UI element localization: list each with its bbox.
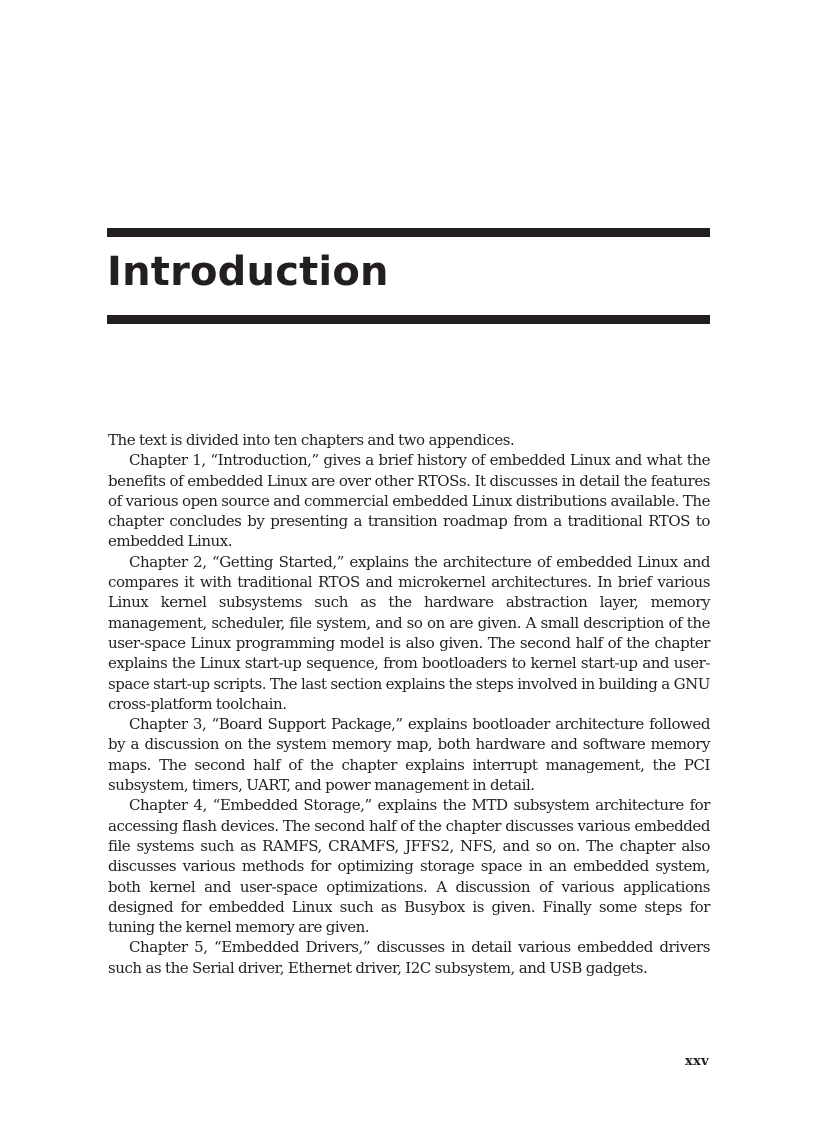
paragraph-chapter-4: Chapter 4, “Embedded Storage,” explains the MTD subsystem architecture for accessing flash devices. The second half of the chapter discusses various embedded file systems such as RAMFS, CRAMFS, JFFS2, NFS, and so on. The chapter also discusses various methods for optimizing storage space in an embedded system, both kernel and user-space optimizations. A discussion of various applications designed for embedded Linux such as Busybox is given. Finally some steps for tuning the kernel memory are given. bbox=[108, 796, 710, 937]
paragraph-chapter-1: Chapter 1, “Introduction,” gives a brief history of embedded Linux and what the benefits of embedded Linux are over other RTOSs. It discusses in detail the features of various open source and commercial embedded Linux distributions available. The chapter concludes by presenting a transition roadmap from a traditional RTOS to embedded Linux. bbox=[108, 451, 710, 551]
paragraph-chapter-2: Chapter 2, “Getting Started,” explains the architecture of embedded Linux and compares it with traditional RTOS and microkernel architectures. In brief various Linux kernel subsystems such as the hardware abstraction layer, memory management, scheduler, file system, and so on are given. A small description of the user-space Linux programming model is also given. The second half of the chapter explains the Linux start-up sequence, from bootloaders to kernel start-up and user-space start-up scripts. The last section explains the steps involved in building a GNU cross-platform toolchain. bbox=[108, 552, 710, 713]
paragraph-intro: The text is divided into ten chapters and two appendices. bbox=[108, 431, 515, 449]
paragraph-chapter-5: Chapter 5, “Embedded Drivers,” discusses in detail various embedded drivers such as the Serial driver, Ethernet driver, I2C subsystem, and USB gadgets. bbox=[108, 938, 710, 977]
title-rule-top bbox=[107, 228, 710, 237]
body-text bbox=[108, 430, 710, 978]
title-rule-bottom bbox=[107, 315, 710, 324]
page-number: xxv bbox=[685, 1054, 709, 1069]
paragraph-chapter-3: Chapter 3, “Board Support Package,” explains bootloader architecture followed by a discussion on the system memory map, both hardware and software memory maps. The second half of the chapter explains interrupt management, the PCI subsystem, timers, UART, and power management in detail. bbox=[108, 715, 710, 795]
page-title: Introduction bbox=[107, 249, 389, 295]
